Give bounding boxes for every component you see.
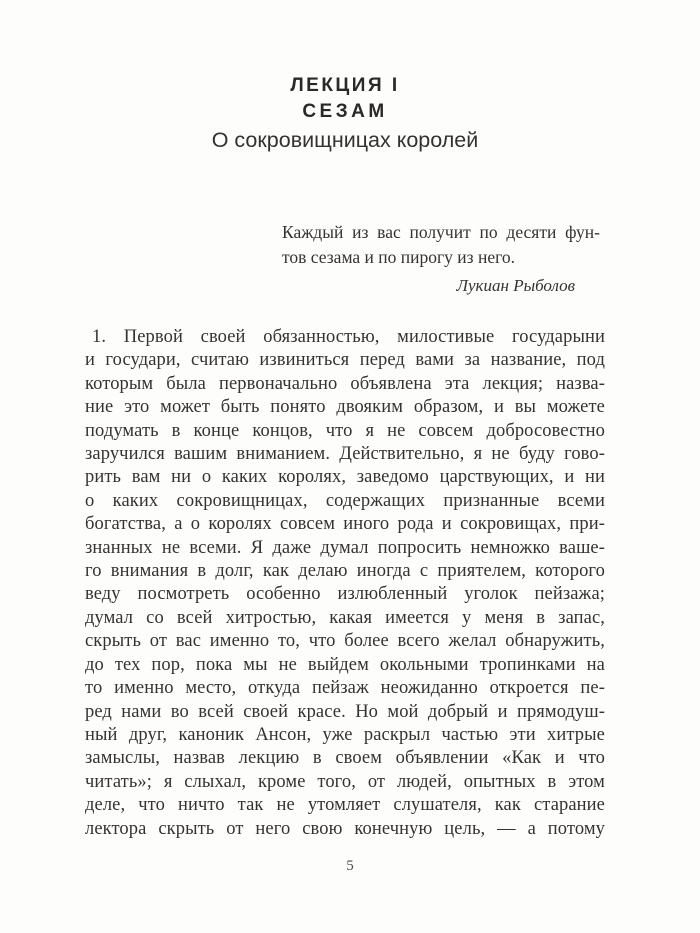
text-line: то именно место, откуда пейзаж неожиданно откроется пе- xyxy=(85,678,605,699)
text-line: го внимания в долг, как делаю иногда с приятелем, которого xyxy=(85,561,605,582)
epigraph-text xyxy=(282,220,600,270)
text-line: и государи, считаю извиниться перед вами за название, под xyxy=(85,350,605,371)
text-line: ред нами во всей своей красе. Но мой добрый и прямодуш- xyxy=(85,701,605,722)
text-line: читать»; я слыхал, кроме того, от людей, опытных в этом xyxy=(85,771,605,792)
text-line: подумать в конце концов, что я не совсем добросовестно xyxy=(85,420,605,441)
text-line: знанных не всеми. Я даже думал попросить немножко ваше- xyxy=(85,537,605,558)
text-line: лектора скрыть от него свою конечную цель, — а потому xyxy=(85,818,605,839)
text-line: ный друг, каноник Ансон, уже раскрыл частью эти хитрые xyxy=(85,724,605,745)
chapter-lecture-label: ЛЕКЦИЯ I xyxy=(290,75,400,96)
text-line: деле, что ничто так не утомляет слушателя, как старание xyxy=(85,795,605,816)
chapter-subtitle: О сокровищницах королей xyxy=(211,128,479,152)
text-line: думал со всей хитростью, какая имеется у меня в запас, xyxy=(85,607,605,628)
text-line: богатства, а о королях совсем иного рода и сокровищах, при- xyxy=(85,514,605,535)
text-line: замыслы, назвав лекцию в своем объявлении «Как и что xyxy=(85,748,605,769)
text-line: тов сезама и по пирогу из него. xyxy=(282,247,515,267)
epigraph xyxy=(282,220,600,298)
text-line: веду посмотреть особенно излюбленный уголок пейзажа; xyxy=(85,584,605,605)
text-line: рить вам ни о каких королях, заведомо царствующих, и ни xyxy=(85,467,605,488)
chapter-title: СЕЗАМ xyxy=(302,101,388,122)
text-line: 1. Первой своей обязанностью, милостивые государыни xyxy=(92,327,605,347)
text-line: заручился вашим вниманием. Действительно, я не буду гово- xyxy=(85,444,605,465)
page-content xyxy=(85,0,605,841)
text-line: до тех пор, пока мы не выйдем окольными тропинками на xyxy=(85,654,605,675)
body-text xyxy=(85,326,605,841)
chapter-heading xyxy=(85,74,605,154)
text-line: которым была первоначально объявлена эта лекция; назва- xyxy=(85,373,605,394)
text-line: о каких сокровищницах, содержащих признанные всеми xyxy=(85,490,605,511)
text-line: ние это может быть понято двояким образом, и вы можете xyxy=(85,397,605,418)
epigraph-attribution: Лукиан Рыболов xyxy=(456,276,575,295)
page-number: 5 xyxy=(346,858,354,874)
text-line: скрыть от вас именно то, что более всего желал обнаружить, xyxy=(85,631,605,652)
text-line: Каждый из вас получит по десяти фун- xyxy=(282,222,600,242)
